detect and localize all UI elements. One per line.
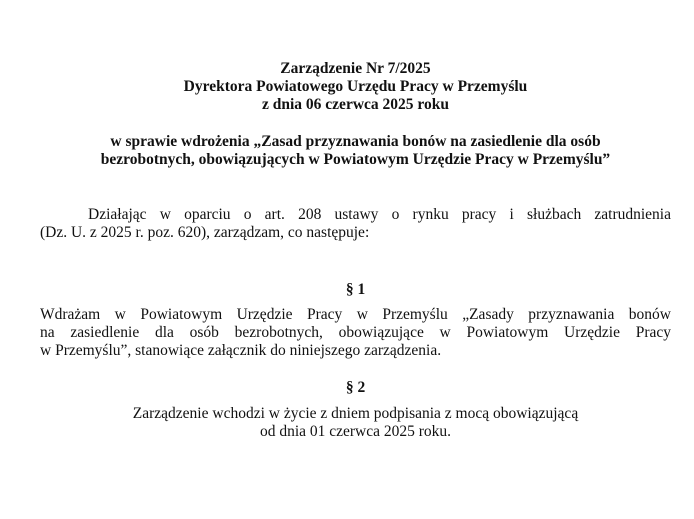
preamble-line-1: Działając w oparciu o art. 208 ustawy o rynku pracy i służbach zatrudnienia [88,206,671,223]
subject-line-2: bezrobotnych, obowiązujących w Powiatowym Urzędzie Pracy w Przemyślu” [100,151,611,168]
section-2-line-2: od dnia 01 czerwca 2025 roku. [259,423,452,440]
section-2-line-1: Zarządzenie wchodzi w życie z dniem podpisania z mocą obowiązującą [132,405,579,422]
section-1-heading: § 1 [345,281,366,298]
section-1-line-2: na zasiedlenie dla osób bezrobotnych, obowiązujące w Powiatowym Urzędzie Pracy [40,324,671,341]
section-1-line-3: w Przemyślu”, stanowiące załącznik do niniejszego zarządzenia. [40,342,442,359]
section-1-line-1: Wdrażam w Powiatowym Urzędzie Pracy w Przemyślu „Zasady przyznawania bonów [40,306,671,323]
subject-line-1: w sprawie wdrożenia „Zasad przyznawania bonów na zasiedlenie dla osób [110,133,601,150]
preamble-line-2: (Dz. U. z 2025 r. poz. 620), zarządzam, co następuje: [40,224,370,241]
document-date: z dnia 06 czerwca 2025 roku [262,96,449,113]
section-2-heading: § 2 [345,379,366,396]
document-title: Zarządzenie Nr 7/2025 [280,60,431,77]
document-issuer: Dyrektora Powiatowego Urzędu Pracy w Przemyślu [183,78,528,95]
